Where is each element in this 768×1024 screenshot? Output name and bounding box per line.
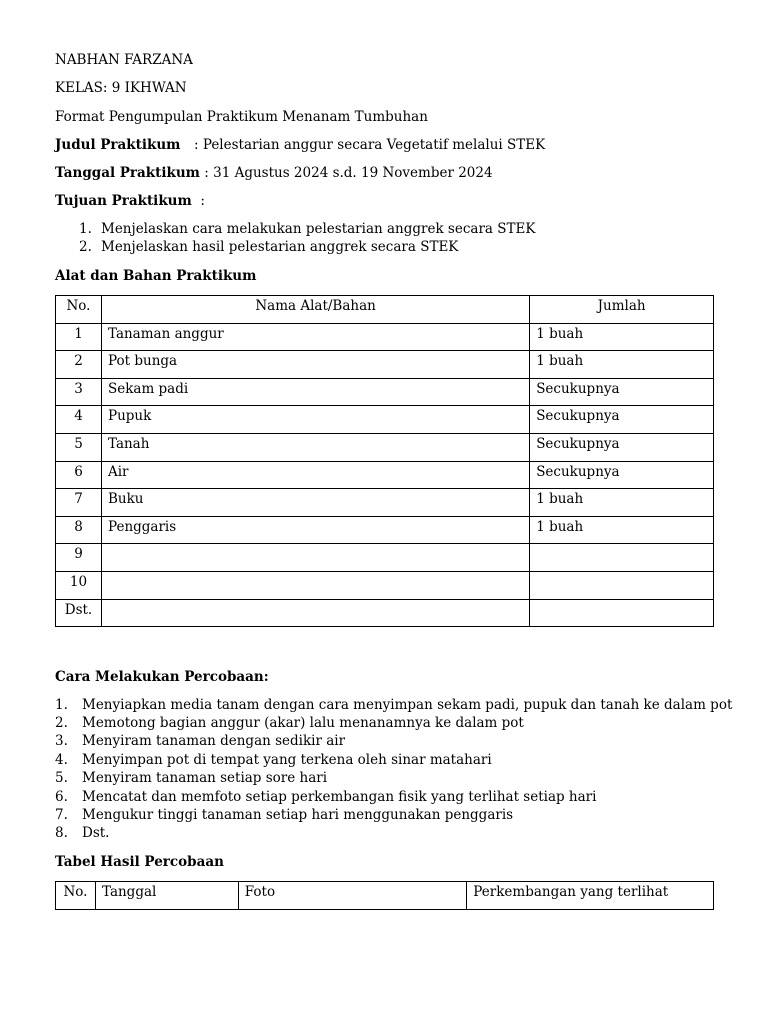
header-perkembangan: Perkembangan yang terlihat — [467, 882, 714, 910]
table-row: 2 Pot bunga 1 buah — [56, 351, 714, 379]
tujuan-row — [55, 192, 205, 210]
header-nama: Nama Alat/Bahan — [101, 296, 529, 324]
header-no: No. — [56, 296, 102, 324]
alat-heading: Alat dan Bahan Praktikum — [55, 268, 257, 284]
hasil-heading: Tabel Hasil Percobaan — [55, 854, 224, 870]
cara-heading: Cara Melakukan Percobaan: — [55, 669, 269, 685]
judul-row — [55, 136, 545, 154]
class-line: KELAS: 9 IKHWAN — [55, 80, 187, 96]
table-row: 5 Tanah Secukupnya — [56, 433, 714, 461]
judul-value: : Pelestarian anggur secara Vegetatif melalui STEK — [194, 137, 546, 153]
header-tanggal: Tanggal — [95, 882, 238, 910]
table-row: 4 Pupuk Secukupnya — [56, 406, 714, 434]
header-foto: Foto — [238, 882, 467, 910]
tujuan-label: Tujuan Praktikum — [55, 193, 192, 209]
header-jumlah: Jumlah — [530, 296, 714, 324]
tanggal-label: Tanggal Praktikum — [55, 165, 200, 181]
tujuan-colon: : — [200, 193, 205, 209]
table-row: 3 Sekam padi Secukupnya — [56, 378, 714, 406]
table-row: 9 — [56, 544, 714, 572]
table-header-row — [56, 296, 714, 324]
document-page: NABHAN FARZANA KELAS: 9 IKHWAN Format Pengumpulan Praktikum Menanam Tumbuhan Judul Praktikum : Pelestarian anggur secara Vegetatif melalui STEK Tanggal Praktikum : 31 Agustus 2024 s.d. 19 November 2024 Tujuan Praktikum : 1. Menjelaskan cara melakukan pelestarian anggrek secara STEK 2. Menjelaskan hasil pelestarian anggrek secara STEK Alat dan Bahan Praktikum No. Nama Alat/Bahan Jumlah 1 Tanaman anggur 1 buah 2 Pot bunga 1 buah 3 Sekam padi Secukupnya 4 Pupuk Secukupnya 5 Tanah Secukupnya 6 Air Secukupnya 7 Buku 1 buah 8 Penggaris 1 buah 9 10 Dst. Cara Melakukan Percobaan: 1. Menyiapkan media tanam dengan cara menyimpan sekam padi, pupuk dan tanah ke dalam pot 2. Memotong bagian anggur (akar) lalu menanamnya ke dalam pot 3. Menyiram tanaman dengan sedikir air 4. Menyimpan pot di tempat yang terkena oleh sinar matahari 5. Menyiram tanaman setiap sore hari 6. Mencatat dan memfoto setiap perkembangan fisik yang terlihat setiap hari 7. Mengukur tinggi tanaman setiap hari menggunakan penggaris 8. Dst. Tabel Hasil Percobaan No. Tanggal Foto Perkembangan yang terlihat — [0, 0, 768, 1024]
table-row: 10 — [56, 571, 714, 599]
header-no: No. — [56, 882, 96, 910]
table-row: 7 Buku 1 buah — [56, 489, 714, 517]
tanggal-value: : 31 Agustus 2024 s.d. 19 November 2024 — [204, 165, 493, 181]
table-row: 6 Air Secukupnya — [56, 461, 714, 489]
hasil-table — [55, 881, 714, 910]
alat-table — [55, 295, 714, 627]
table-row: 1 Tanaman anggur 1 buah — [56, 323, 714, 351]
judul-label: Judul Praktikum — [55, 137, 181, 153]
document-title: Format Pengumpulan Praktikum Menanam Tumbuhan — [55, 109, 428, 125]
table-row: 8 Penggaris 1 buah — [56, 516, 714, 544]
student-name: NABHAN FARZANA — [55, 52, 193, 68]
table-row: Dst. — [56, 599, 714, 627]
tanggal-row — [55, 164, 493, 182]
table-header-row — [56, 882, 714, 910]
